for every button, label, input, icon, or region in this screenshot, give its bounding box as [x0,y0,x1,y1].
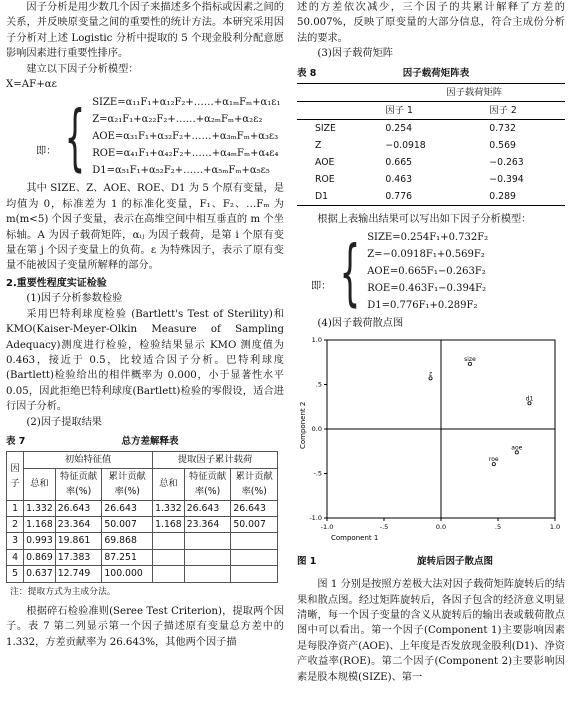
table-cell [184,566,231,582]
loading-table [297,83,565,206]
table7-title: 总方差解释表 [121,435,179,447]
y-tick-label: -1.0 [309,513,322,522]
table-cell: AOE [315,156,335,168]
subheading-2: (2)因子提取结果 [26,416,102,428]
table-row [7,533,278,549]
th-initial: 初始特征值 [24,452,153,468]
brace-glyph: { [339,229,361,314]
table-cell: 26.643 [55,500,102,516]
equation-line: D1=α₅₁F₁+α₅₂F₂+……+α₅ₘFₘ+α₅ε₅ [92,165,270,177]
table-cell: 87.251 [102,549,153,565]
table-cell: 0.732 [489,122,516,134]
table-cell: 0.869 [24,549,56,565]
table-cell: 50.007 [102,516,153,532]
figure-number: 图 1 [297,555,317,567]
table-cell: 0.463 [385,173,413,185]
th-total: 总和 [153,468,185,500]
test-paragraph: 采用巴特利球度检验 (Bartlett's Test of Sterility)和 KMO(Kaiser-Meyer-Olkin Measure of Sampling Adequacy)测度进行检验，检验结果显示 KMO 测度值为 0.463，接近于 0.5，比较适合因子分析。巴特利球度(Bartlett)检验给出的相伴概率为 0.000，小于显著性水平 0.05，因此拒绝巴特利球度(Bartlett)检验的零假设，适合进行因子分析。 [6,308,284,413]
table7-caption [6,434,284,449]
table-cell: 0.665 [385,156,413,168]
table-cell: 0.569 [489,139,516,151]
brace-glyph: { [64,94,86,179]
y-tick-label: -.5 [313,469,322,478]
after-table8: 根据上表输出结果可以写出如下因子分析模型： [317,214,532,226]
table-cell: 17.383 [55,549,102,565]
table-cell: 0.254 [385,122,413,134]
table-cell [184,533,231,549]
table-cell: 23.364 [55,516,102,532]
table-cell: 100.000 [102,566,153,582]
table-row [297,171,565,188]
table-row [297,154,565,171]
equation-line: AOE=α₃₁F₁+α₃₂F₂+……+α₃ₘFₘ+α₃ε₃ [92,131,279,143]
y-tick-label: 0.0 [311,424,322,433]
x-tick-label: -1.0 [320,522,334,531]
table7-number: 表 7 [6,435,26,447]
th-factor: 因子 [7,452,24,500]
table-cell: 0.776 [385,190,413,202]
table-cell: 26.643 [102,500,153,516]
table-cell: Z [315,139,322,151]
system-lines [92,94,280,179]
equation-line: D1=0.776F₁+0.289F₂ [367,300,478,312]
table-cell: SIZE [315,122,336,134]
subheading-3: (3)因子载荷矩阵 [317,48,393,60]
table-row [297,188,565,206]
th-extracted: 提取因子累计载荷 [153,452,278,468]
table8-number: 表 8 [297,67,317,79]
table-cell [153,549,185,565]
table-cell: 69.868 [102,533,153,549]
figure-title: 旋转后因子散点图 [417,555,494,567]
x-tick-label: -.5 [379,522,389,531]
table-cell: 2 [7,516,24,532]
table-row [7,500,278,516]
th-total: 总和 [24,468,56,500]
equation-line: SIZE=0.254F₁+0.732F₂ [367,232,489,244]
x-tick-label: 1.0 [549,522,561,531]
x-tick-label: 0.0 [435,522,447,531]
scatter-plot [297,336,565,552]
y-tick-label: .5 [315,380,322,389]
table-cell: 26.643 [184,500,231,516]
table-cell [231,533,278,549]
equation-line: SIZE=α₁₁F₁+α₁₂F₂+……+α₁ₘFₘ+α₁ε₁ [92,97,281,109]
x-axis-label: Component 1 [331,533,379,542]
table-cell: 19.861 [55,533,102,549]
table-cell: 5 [7,566,24,582]
model-equation: X=AF+αε [6,79,57,91]
equation-line: AOE=0.665F₁−0.263F₂ [367,266,486,278]
table-row [297,120,565,138]
point-label: roe [488,455,499,463]
table-cell [153,533,185,549]
table-cell [231,549,278,565]
table-cell: 0.637 [24,566,56,582]
table-cell: 1 [7,500,24,516]
result-lines [367,229,488,314]
th-factor1: 因子 1 [367,102,471,120]
scatter-svg [297,336,565,552]
equation-line: ROE=α₄₁F₁+α₄₂F₂+……+α₄ₘFₘ+α₄ε₄ [92,148,279,160]
left-column [6,0,284,650]
tail-paragraph: 根据碎石检验准则(Seree Test Criterion)，提取两个因子。表 7 第二列显示第一个因子描述原有变量总方差中的 1.332，方差贡献率为 26.643%，其他两个因子描 [6,606,284,648]
equation-line: ROE=0.463F₁−0.394F₂ [367,283,487,295]
table-cell [231,566,278,582]
equation-line: Z=−0.0918F₁+0.569F₂ [367,249,485,261]
th-var: 特征贡献率(%) [184,468,231,500]
table-row [7,566,278,582]
table-cell [184,549,231,565]
th-cum: 累计贡献率(%) [102,468,153,500]
table-cell: 3 [7,533,24,549]
final-paragraph: 图 1 分别是按照方差极大法对因子载荷矩阵旋转后的结果和散点图。经过矩阵旋转后，各因子包含的经济意义明显清晰，每一个因子变量的含义从旋转后的输出表或载荷散点图中可以看出。第一个因子(Component 1)主要影响因素是每股净资产(AOE)、上年度是否发放现金股利(D1)、净资产收益率(ROE)。第二个因子(Component 2)主要影响因素是股本规模(SIZE)、第一 [297,579,565,683]
result-system [311,229,565,314]
equation-line: Z=α₂₁F₁+α₂₂F₂+……+α₂ₘFₘ+α₂ε₂ [92,114,263,126]
table-row [7,516,278,532]
table-cell: 1.168 [153,516,185,532]
th-var: 特征贡献率(%) [55,468,102,500]
figure-caption [297,554,565,569]
table-cell: −0.263 [489,156,524,168]
intro-paragraph: 因子分析是用少数几个因子来描述多个指标或因素之间的关系，并反映原变量之间的重要性的统计方法。本研究采用因子分析对上述 Logistic 分析中提取的 5 个现金股利分配意愿影响因素进行重要性排序。 [6,2,284,60]
table-cell: 4 [7,549,24,565]
table-row [7,549,278,565]
table-cell: −0.0918 [385,139,426,151]
th-factor2: 因子 2 [471,102,565,120]
table7-note: 注：提取方式为主成分法。 [10,586,116,597]
explain-paragraph: 其中 SIZE、Z、AOE、ROE、D1 为 5 个原有变量，是均值为 0，标准差为 1 的标准化变量，F₁、F₂、…Fₘ 为 m(m<5) 个因子变量，表示在高维空间中相互垂直的 m 个坐标轴。A 为因子载荷矩阵，αᵢⱼ 为因子载荷，是第 i 个原有变量在第 j 个因子变量上的负荷。ε 为特殊因子，表示了原有变量不能被因子变量所解释的部分。 [6,183,284,272]
point-label: size [464,355,476,363]
point-label: d1 [525,395,534,403]
x-tick-label: .5 [494,522,502,531]
table-cell: D1 [315,190,329,202]
table-cell: 23.364 [184,516,231,532]
system-label: 即： [36,146,57,158]
variance-table [6,451,278,582]
table-cell: −0.394 [489,173,524,185]
right-column [297,0,565,685]
table8-title: 因子载荷矩阵表 [402,67,470,79]
table-cell: 50.007 [231,516,278,532]
table-cell: 0.993 [24,533,56,549]
section-heading: 2.重要性程度实证检验 [6,277,107,289]
subheading-1: (1)因子分析参数检验 [26,293,123,305]
table-cell: ROE [315,173,335,185]
table-row [297,137,565,154]
table-cell: 0.289 [489,190,516,202]
th-cum: 累计贡献率(%) [231,468,278,500]
subheading-4: (4)因子载荷散点图 [317,318,404,330]
th-loading-group: 因子载荷矩阵 [367,84,565,102]
model-system [36,94,284,179]
model-lead: 建立以下因子分析模型： [26,63,139,75]
table8-caption [297,66,565,81]
table-cell: 1.168 [24,516,56,532]
point-label: z [428,370,433,378]
y-tick-label: 1.0 [311,335,322,344]
table-cell [153,566,185,582]
table-cell: 26.643 [231,500,278,516]
y-axis-label: Component 2 [299,401,307,449]
table-cell: 1.332 [153,500,185,516]
continued-paragraph: 述的方差依次减少，三个因子的共累计解释了方差的 50.007%，反映了原变量的大部分信息，符合主成份分析法的要求。 [297,2,565,44]
system-label: 即： [311,281,332,293]
point-label: aoe [511,444,523,452]
table-cell: 1.332 [24,500,56,516]
table-cell: 12.749 [55,566,102,582]
